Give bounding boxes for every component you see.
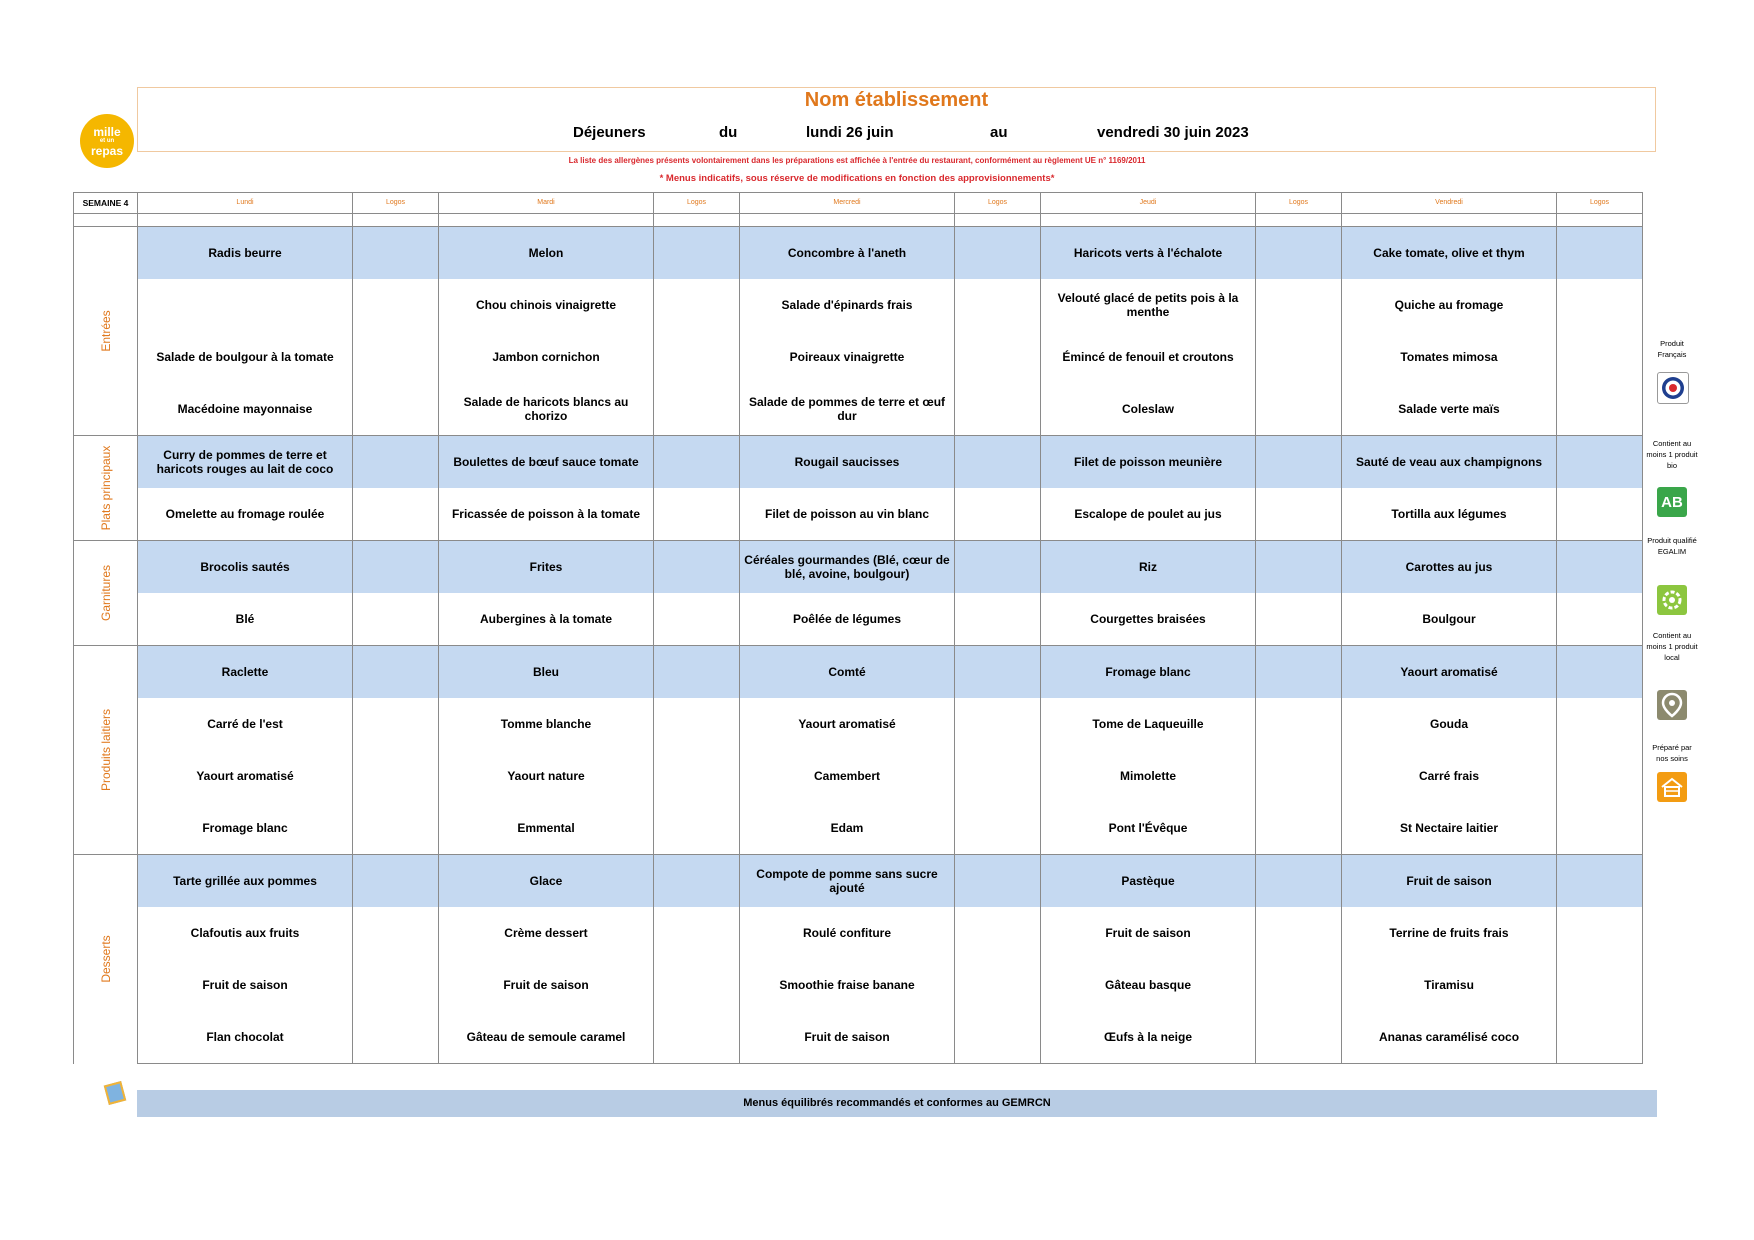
logo-cell	[654, 383, 740, 436]
day-header-2: Mercredi	[740, 193, 955, 214]
logo-cell	[955, 855, 1041, 908]
gap-cell	[1342, 214, 1557, 227]
menu-row	[74, 279, 1643, 331]
logo-cell	[955, 436, 1041, 489]
logo-cell	[353, 1011, 439, 1064]
ab-organic-icon	[1657, 487, 1687, 517]
day-header-4: Vendredi	[1342, 193, 1557, 214]
dish-cell: Boulettes de bœuf sauce tomate	[439, 436, 654, 489]
dish-cell: Carré frais	[1342, 750, 1557, 802]
logo-cell	[353, 436, 439, 489]
logo-cell	[1256, 959, 1342, 1011]
gap-cell	[1557, 214, 1643, 227]
category-label: Produits laitiers	[98, 708, 113, 792]
dish-cell: Frites	[439, 541, 654, 594]
legend-label: Produit qualifié EGALIM	[1647, 536, 1697, 556]
dish-cell: Gâteau de semoule caramel	[439, 1011, 654, 1064]
dish-cell: Brocolis sautés	[138, 541, 353, 594]
page-title: Nom établissement	[804, 89, 989, 111]
dish-cell: Tiramisu	[1342, 959, 1557, 1011]
dish-cell: Filet de poisson au vin blanc	[740, 488, 955, 541]
location-pin-icon	[1657, 690, 1687, 720]
logo-cell	[955, 907, 1041, 959]
dish-cell: Salade de haricots blancs au chorizo	[439, 383, 654, 436]
dish-cell: Émincé de fenouil et croutons	[1041, 331, 1256, 383]
logo-cell	[654, 331, 740, 383]
meal-label: Déjeuners	[573, 124, 646, 141]
gap-cell	[1041, 214, 1256, 227]
dish-cell: Jambon cornichon	[439, 331, 654, 383]
logo-cell	[1256, 488, 1342, 541]
logo-cell	[654, 646, 740, 699]
logo-cell	[1557, 436, 1643, 489]
dish-cell: Céréales gourmandes (Blé, cœur de blé, avoine, boulgour)	[740, 541, 955, 594]
dish-cell: Salade verte maïs	[1342, 383, 1557, 436]
logo-cell	[353, 959, 439, 1011]
logo-cell	[353, 646, 439, 699]
logo-cell	[1256, 279, 1342, 331]
logo-cell	[1256, 1011, 1342, 1064]
logo-cell	[1557, 1011, 1643, 1064]
logo-cell	[1256, 593, 1342, 646]
logo-cell	[654, 959, 740, 1011]
logo-cell	[955, 593, 1041, 646]
day-header-0: Lundi	[138, 193, 353, 214]
dish-cell: Chou chinois vinaigrette	[439, 279, 654, 331]
logo-cell	[1256, 698, 1342, 750]
notebook-icon	[104, 1081, 127, 1105]
gap-cell	[138, 214, 353, 227]
logo-cell	[1557, 488, 1643, 541]
logo-cell	[955, 1011, 1041, 1064]
logo-cell	[654, 279, 740, 331]
dish-cell: Fruit de saison	[1041, 907, 1256, 959]
dish-cell: Sauté de veau aux champignons	[1342, 436, 1557, 489]
category-cell	[74, 646, 138, 855]
dish-cell: Edam	[740, 802, 955, 855]
dish-cell: Yaourt aromatisé	[740, 698, 955, 750]
dish-cell: Courgettes braisées	[1041, 593, 1256, 646]
dish-cell: Compote de pomme sans sucre ajouté	[740, 855, 955, 908]
dish-cell: Fromage blanc	[138, 802, 353, 855]
dish-cell: Tarte grillée aux pommes	[138, 855, 353, 908]
menu-row	[74, 855, 1643, 908]
dish-cell: Flan chocolat	[138, 1011, 353, 1064]
dish-cell: Rougail saucisses	[740, 436, 955, 489]
logo-text-top: mille	[93, 124, 121, 139]
menu-row	[74, 907, 1643, 959]
logo-cell	[353, 593, 439, 646]
dish-cell: Tortilla aux légumes	[1342, 488, 1557, 541]
dish-cell: Aubergines à la tomate	[439, 593, 654, 646]
gap-cell	[353, 214, 439, 227]
dish-cell: Gouda	[1342, 698, 1557, 750]
logo-cell	[654, 436, 740, 489]
dish-cell: Tomates mimosa	[1342, 331, 1557, 383]
from-label: du	[719, 124, 738, 141]
logo-cell	[1557, 541, 1643, 594]
category-label: Plats principaux	[98, 445, 113, 531]
indicative-notice: * Menus indicatifs, sous réserve de modifications en fonction des approvisionnements*	[659, 173, 1055, 184]
dish-cell	[138, 279, 353, 331]
logo-cell	[1256, 802, 1342, 855]
logo-cell	[353, 383, 439, 436]
dish-cell: Comté	[740, 646, 955, 699]
dish-cell: Poireaux vinaigrette	[740, 331, 955, 383]
category-cell	[74, 541, 138, 646]
logo-cell	[353, 855, 439, 908]
dish-cell: Tome de Laqueuille	[1041, 698, 1256, 750]
logo-cell	[1557, 959, 1643, 1011]
dish-cell: Cake tomate, olive et thym	[1342, 227, 1557, 280]
category-cell	[74, 227, 138, 436]
dish-cell: Fruit de saison	[439, 959, 654, 1011]
logo-cell	[1256, 541, 1342, 594]
logo-cell	[654, 593, 740, 646]
dish-cell: Yaourt nature	[439, 750, 654, 802]
dish-cell: Pastèque	[1041, 855, 1256, 908]
legend-label: Produit Français	[1657, 339, 1687, 359]
dish-cell: Haricots verts à l'échalote	[1041, 227, 1256, 280]
logo-cell	[955, 227, 1041, 280]
dish-cell: Yaourt aromatisé	[1342, 646, 1557, 699]
logo-cell	[353, 279, 439, 331]
dish-cell: Escalope de poulet au jus	[1041, 488, 1256, 541]
logo-cell	[654, 1011, 740, 1064]
dish-cell: Boulgour	[1342, 593, 1557, 646]
end-date: vendredi 30 juin 2023	[1097, 124, 1249, 141]
dish-cell: Melon	[439, 227, 654, 280]
logo-cell	[955, 279, 1041, 331]
dish-cell: Gâteau basque	[1041, 959, 1256, 1011]
logo-cell	[1256, 855, 1342, 908]
logo-cell	[353, 802, 439, 855]
logo-cell	[955, 331, 1041, 383]
logo-cell	[1557, 802, 1643, 855]
logo-cell	[1256, 750, 1342, 802]
day-header-1: Mardi	[439, 193, 654, 214]
logo-cell	[1557, 383, 1643, 436]
dish-cell: Quiche au fromage	[1342, 279, 1557, 331]
dish-cell: Clafoutis aux fruits	[138, 907, 353, 959]
house-icon	[1657, 772, 1687, 802]
dish-cell: Fruit de saison	[1342, 855, 1557, 908]
dish-cell: Macédoine mayonnaise	[138, 383, 353, 436]
dish-cell: Tomme blanche	[439, 698, 654, 750]
logo-cell	[353, 750, 439, 802]
dish-cell: St Nectaire laitier	[1342, 802, 1557, 855]
dish-cell: Omelette au fromage roulée	[138, 488, 353, 541]
logo-cell	[955, 541, 1041, 594]
menu-row	[74, 646, 1643, 699]
dish-cell: Raclette	[138, 646, 353, 699]
logo-cell	[955, 488, 1041, 541]
dish-cell: Œufs à la neige	[1041, 1011, 1256, 1064]
category-label: Desserts	[98, 935, 113, 983]
category-label: Entrées	[98, 310, 113, 352]
logo-cell	[955, 750, 1041, 802]
dish-cell: Fruit de saison	[138, 959, 353, 1011]
week-label: SEMAINE 4	[74, 193, 138, 214]
dish-cell: Glace	[439, 855, 654, 908]
menu-row	[74, 227, 1643, 280]
dish-cell: Ananas caramélisé coco	[1342, 1011, 1557, 1064]
gap-cell	[654, 214, 740, 227]
dish-cell: Salade de boulgour à la tomate	[138, 331, 353, 383]
logo-text-middle: et un	[99, 137, 115, 144]
dish-cell: Pont l'Évêque	[1041, 802, 1256, 855]
dish-cell: Terrine de fruits frais	[1342, 907, 1557, 959]
logo-cell	[1557, 698, 1643, 750]
logo-cell	[654, 488, 740, 541]
gap-cell	[955, 214, 1041, 227]
dish-cell: Fricassée de poisson à la tomate	[439, 488, 654, 541]
logo-cell	[353, 541, 439, 594]
logos-header-2: Logos	[955, 193, 1041, 214]
logo-cell	[955, 802, 1041, 855]
menu-row	[74, 541, 1643, 594]
logo-cell	[353, 907, 439, 959]
dish-cell: Mimolette	[1041, 750, 1256, 802]
to-label: au	[990, 124, 1008, 141]
egalim-icon	[1657, 585, 1687, 615]
logo-cell	[353, 488, 439, 541]
logo-cell	[955, 698, 1041, 750]
dish-cell: Velouté glacé de petits pois à la menthe	[1041, 279, 1256, 331]
dish-cell: Salade d'épinards frais	[740, 279, 955, 331]
dish-cell: Curry de pommes de terre et haricots rouges au lait de coco	[138, 436, 353, 489]
dish-cell: Bleu	[439, 646, 654, 699]
logo-cell	[1557, 646, 1643, 699]
menu-row	[74, 436, 1643, 489]
day-header-3: Jeudi	[1041, 193, 1256, 214]
legend-label: Contient au moins 1 produit bio	[1646, 439, 1698, 470]
logo-cell	[1256, 907, 1342, 959]
logo-cell	[654, 802, 740, 855]
logo-cell	[955, 383, 1041, 436]
logo-cell	[654, 541, 740, 594]
ab-icon-text: AB	[1661, 493, 1683, 511]
logo-text-bottom: repas	[90, 143, 124, 158]
menu-row	[74, 1011, 1643, 1064]
dish-cell: Fromage blanc	[1041, 646, 1256, 699]
menu-row	[74, 698, 1643, 750]
logo-cell	[1557, 855, 1643, 908]
dish-cell: Roulé confiture	[740, 907, 955, 959]
menu-row	[74, 959, 1643, 1011]
logos-header-4: Logos	[1557, 193, 1643, 214]
dish-cell: Radis beurre	[138, 227, 353, 280]
logo-cell	[654, 855, 740, 908]
logo-cell	[1557, 593, 1643, 646]
logos-header-0: Logos	[353, 193, 439, 214]
menu-row	[74, 331, 1643, 383]
dish-cell: Concombre à l'aneth	[740, 227, 955, 280]
logo-cell	[1256, 227, 1342, 280]
gap-cell	[74, 214, 138, 227]
gap-cell	[439, 214, 654, 227]
dish-cell: Yaourt aromatisé	[138, 750, 353, 802]
logo-cell	[1256, 331, 1342, 383]
legend-label: Contient au moins 1 produit local	[1646, 631, 1698, 662]
logo-cell	[353, 331, 439, 383]
logo-cell	[654, 698, 740, 750]
category-cell	[74, 436, 138, 541]
legend-label: Préparé par nos soins	[1652, 743, 1692, 763]
logos-header-1: Logos	[654, 193, 740, 214]
dish-cell: Fruit de saison	[740, 1011, 955, 1064]
start-date: lundi 26 juin	[806, 124, 894, 141]
logo-cell	[1256, 383, 1342, 436]
logo-cell	[1557, 279, 1643, 331]
logo-cell	[654, 907, 740, 959]
logo-cell	[1557, 331, 1643, 383]
dish-cell: Filet de poisson meunière	[1041, 436, 1256, 489]
dish-cell: Carottes au jus	[1342, 541, 1557, 594]
dish-cell: Riz	[1041, 541, 1256, 594]
logo-cell	[955, 959, 1041, 1011]
logo-cell	[1256, 646, 1342, 699]
menu-row	[74, 488, 1643, 541]
dish-cell: Carré de l'est	[138, 698, 353, 750]
dish-cell: Coleslaw	[1041, 383, 1256, 436]
gap-cell	[740, 214, 955, 227]
gap-cell	[1256, 214, 1342, 227]
dish-cell: Salade de pommes de terre et œuf dur	[740, 383, 955, 436]
allergen-notice: La liste des allergènes présents volontairement dans les préparations est affichée à l'entrée du restaurant, conformément au règlement UE n° 1169/2011	[568, 156, 1146, 165]
dish-cell: Crème dessert	[439, 907, 654, 959]
category-label: Garnitures	[98, 564, 113, 622]
mille-et-un-repas-logo	[80, 114, 134, 168]
logo-cell	[1256, 436, 1342, 489]
logo-cell	[654, 227, 740, 280]
dish-cell: Camembert	[740, 750, 955, 802]
logos-header-3: Logos	[1256, 193, 1342, 214]
logo-cell	[1557, 907, 1643, 959]
menu-table	[73, 192, 1643, 1064]
logo-cell	[353, 227, 439, 280]
menu-row	[74, 750, 1643, 802]
logo-cell	[955, 646, 1041, 699]
logo-cell	[654, 750, 740, 802]
dish-cell: Smoothie fraise banane	[740, 959, 955, 1011]
logo-cell	[1557, 227, 1643, 280]
dish-cell: Emmental	[439, 802, 654, 855]
dish-cell: Blé	[138, 593, 353, 646]
footer-banner: Menus équilibrés recommandés et conformes au GEMRCN	[137, 1090, 1657, 1117]
logo-cell	[1557, 750, 1643, 802]
dish-cell: Poêlée de légumes	[740, 593, 955, 646]
menu-row	[74, 802, 1643, 855]
logo-cell	[353, 698, 439, 750]
french-roundel-icon	[1657, 372, 1689, 404]
category-cell	[74, 855, 138, 1064]
menu-row	[74, 593, 1643, 646]
menu-row	[74, 383, 1643, 436]
